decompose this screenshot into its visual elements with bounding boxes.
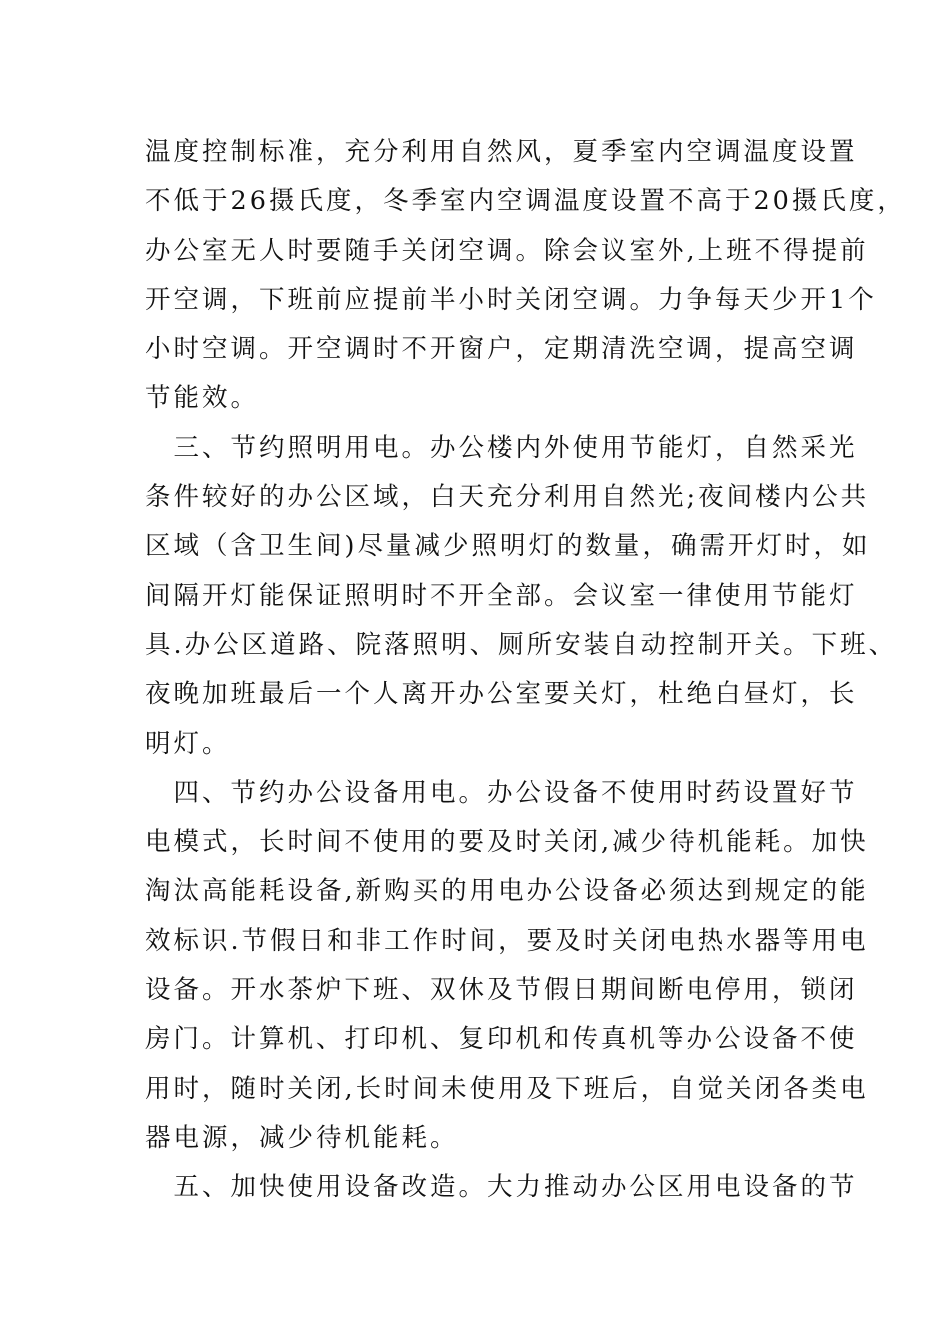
paragraph-air-conditioning [145,128,906,424]
text-line: 电模式，长时间不使用的要及时关闭,减少待机能耗。加快 [145,827,869,858]
text-line: 设备。开水茶炉下班、双休及节假日期间断电停用，锁闭 [145,975,858,1006]
text-line: 具.办公区道路、院落照明、厕所安装自动控制开关。下班、 [145,629,898,660]
paragraph-lighting [145,424,898,769]
text-line: 小时空调。开空调时不开窗户，定期清洗空调，提高空调 [145,334,858,365]
text-line: 淘汰高能耗设备,新购买的用电办公设备必须达到规定的能 [145,876,869,907]
text-line: 条件较好的办公区域，白天充分利用自然光;夜间楼内公共 [145,482,870,513]
text-line: 四、节约办公设备用电。办公设备不使用时药设置好节 [145,777,858,808]
text-line: 不低于26摄氏度，冬季室内空调温度设置不高于20摄氏度， [145,186,906,217]
text-line: 开空调，下班前应提前半小时关闭空调。力争每天少开1个 [145,284,877,315]
text-line: 效标识.节假日和非工作时间，要及时关闭电热水器等用电 [145,925,869,956]
text-line: 间隔开灯能保证照明时不开全部。会议室一律使用节能灯 [145,580,858,611]
paragraph-office-equipment [145,769,869,1163]
text-line: 用时，随时关闭,长时间未使用及下班后，自觉关闭各类电 [145,1073,869,1104]
text-line: 明灯。 [145,728,231,759]
text-line: 区域（含卫生间)尽量减少照明灯的数量，确需开灯时，如 [145,531,871,562]
text-line: 夜晚加班最后一个人离开办公室要关灯，杜绝白昼灯，长 [145,679,858,710]
text-line: 温度控制标准，充分利用自然风，夏季室内空调温度设置 [145,137,858,167]
text-line: 五、加快使用设备改造。大力推动办公区用电设备的节 [145,1172,858,1203]
text-line: 办公室无人时要随手关闭空调。除会议室外,上班不得提前 [145,235,869,266]
text-line: 三、节约照明用电。办公楼内外使用节能灯，自然采光 [145,432,858,463]
document-body [145,128,906,1213]
paragraph-equipment-upgrade [145,1163,858,1212]
text-line: 器电源，减少待机能耗。 [145,1122,459,1153]
text-line: 节能效。 [145,383,260,414]
text-line: 房门。计算机、打印机、复印机和传真机等办公设备不使 [145,1024,858,1055]
